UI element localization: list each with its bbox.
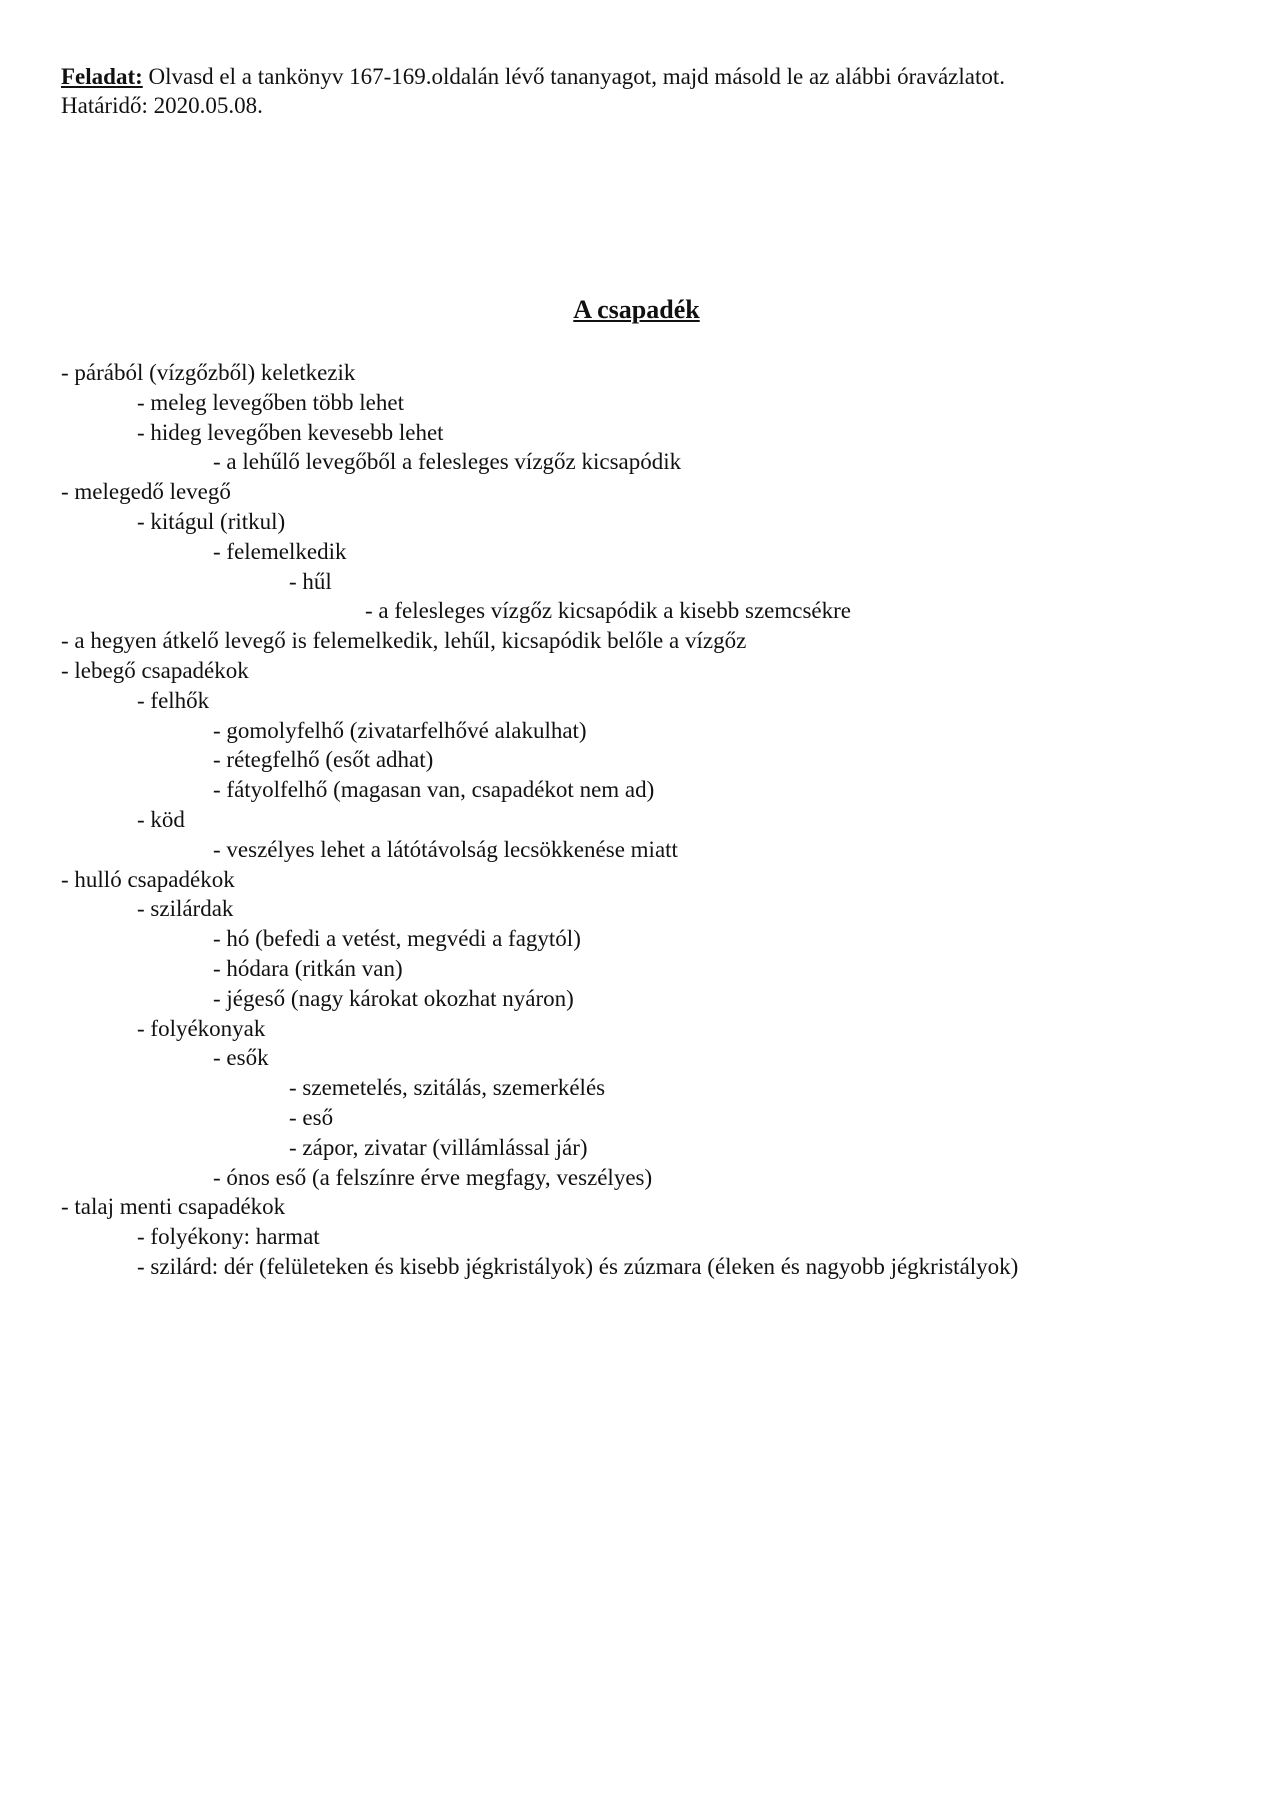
task-text: Olvasd el a tankönyv 167-169.oldalán lévő tananyagot, majd másold le az alábbi óravázlatot. (142, 64, 1005, 89)
outline-item: - ónos eső (a felszínre érve megfagy, veszélyes) (213, 1164, 653, 1190)
outline-item: - folyékonyak (137, 1015, 266, 1041)
outline-item: - talaj menti csapadékok (61, 1194, 286, 1220)
outline-item: - gomolyfelhő (zivatarfelhővé alakulhat) (213, 717, 587, 743)
outline-item: - rétegfelhő (esőt adhat) (213, 747, 434, 773)
outline-item: - eső (289, 1104, 334, 1130)
outline-item: - jégeső (nagy károkat okozhat nyáron) (213, 985, 574, 1011)
outline-item: - kitágul (ritkul) (137, 508, 286, 534)
task-line (61, 62, 1005, 91)
outline-item: - hulló csapadékok (61, 866, 235, 892)
outline-item: - köd (137, 806, 185, 832)
lesson-outline (61, 358, 1253, 1282)
outline-item: - hó (befedi a vetést, megvédi a fagytól) (213, 926, 581, 952)
outline-item: - fátyolfelhő (magasan van, csapadékot nem ad) (213, 777, 655, 803)
outline-item: - szemetelés, szitálás, szemerkélés (289, 1075, 606, 1101)
task-deadline: Határidő: 2020.05.08. (61, 93, 263, 118)
outline-item: - a felesleges vízgőz kicsapódik a kisebb szemcsékre (365, 598, 851, 624)
outline-item: - veszélyes lehet a látótávolság lecsökkenése miatt (213, 836, 678, 862)
outline-item: - felemelkedik (213, 538, 347, 564)
outline-item: - szilárd: dér (felületeken és kisebb jégkristályok) és zúzmara (éleken és nagyobb jégkristályok) (137, 1253, 1019, 1279)
outline-item: - melegedő levegő (61, 479, 231, 505)
outline-item: - esők (213, 1045, 269, 1071)
outline-item: - párából (vízgőzből) keletkezik (61, 360, 356, 385)
outline-item: - lebegő csapadékok (61, 657, 249, 683)
outline-item: - hűl (289, 568, 332, 594)
task-instructions (61, 62, 1005, 120)
outline-item: - hódara (ritkán van) (213, 955, 403, 981)
task-label: Feladat: (61, 64, 143, 89)
outline-item: - hideg levegőben kevesebb lehet (137, 419, 444, 445)
outline-item: - felhők (137, 687, 210, 713)
page-title: A csapadék (573, 295, 700, 324)
outline-item: - zápor, zivatar (villámlással jár) (289, 1134, 588, 1160)
outline-item: - szilárdak (137, 896, 234, 922)
outline-item: - a hegyen átkelő levegő is felemelkedik, lehűl, kicsapódik belőle a vízgőz (61, 628, 747, 654)
outline-item: - a lehűlő levegőből a felesleges vízgőz kicsapódik (213, 449, 682, 475)
outline-item: - meleg levegőben több lehet (137, 389, 404, 415)
outline-item: - folyékony: harmat (137, 1224, 320, 1250)
